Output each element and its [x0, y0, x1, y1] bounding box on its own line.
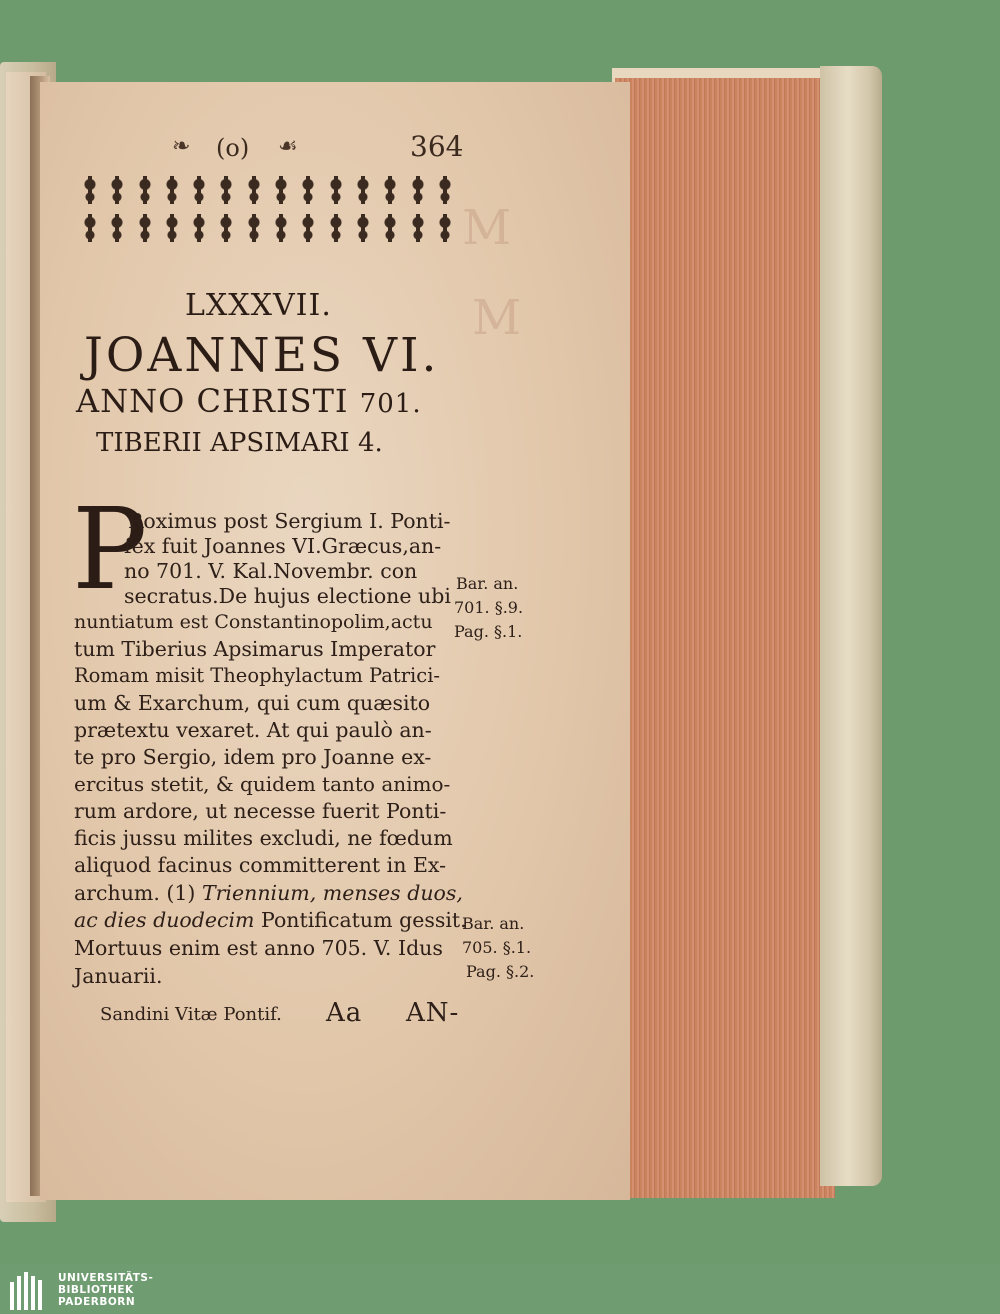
text-line: Mortuus enim est anno 705. V. Idus	[74, 936, 443, 960]
catchword: AN-	[406, 998, 460, 1028]
text-line: te pro Sergio, idem pro Joanne ex-	[74, 745, 432, 769]
text-line: prætextu vexaret. At qui paulò an-	[74, 718, 432, 742]
text-segment: Pontificatum gessit.	[261, 908, 467, 932]
show-through-text: M	[462, 200, 516, 256]
text-line: tum Tiberius Apsimarus Imperator	[74, 637, 436, 661]
text-line: Romam misit Theophylactum Patrici-	[74, 664, 441, 687]
margin-note: Bar. an.	[456, 574, 519, 593]
signature: Aa	[326, 998, 363, 1028]
right-cover	[820, 66, 882, 1186]
text-line: um & Exarchum, qui cum quæsito	[74, 691, 431, 715]
anno-year: 701.	[359, 389, 422, 419]
anno-label: ANNO CHRISTI	[76, 382, 349, 420]
emperor-line: TIBERII APSIMARI 4.	[96, 428, 383, 458]
fleuron-right-icon: ☙	[278, 134, 298, 159]
text-line: secratus.De hujus electione ubi	[124, 584, 451, 608]
text-segment: archum. (1)	[74, 881, 196, 905]
text-line: fex fuit Joannes VI.Græcus,an-	[124, 534, 442, 558]
margin-note: Pag. §.2.	[466, 962, 535, 981]
fleuron-left-icon: ❧	[172, 134, 191, 159]
ornament-band-bottom	[80, 214, 455, 244]
running-header	[172, 128, 462, 168]
text-line: ficis jussu milites excludi, ne fœdum	[74, 826, 453, 850]
text-line: aliquod facinus committerent in Ex-	[74, 853, 447, 877]
text-line	[74, 908, 467, 932]
library-logo-icon	[10, 1270, 52, 1310]
text-line: no 701. V. Kal.Novembr. con	[124, 559, 418, 583]
text-line: nuntiatum est Constantinopolim,actu	[74, 611, 433, 633]
chapter-number: LXXXVII.	[185, 288, 332, 323]
text-line: rum ardore, ut necesse fuerit Ponti-	[74, 799, 447, 823]
text-segment-italic: ac dies duodecim	[74, 908, 255, 932]
library-line: BIBLIOTHEK	[58, 1284, 134, 1296]
library-name	[58, 1272, 153, 1308]
text-line: ercitus stetit, & quidem tanto animo-	[74, 772, 451, 796]
library-line: UNIVERSITÄTS-	[58, 1272, 154, 1284]
page-block-edges	[615, 78, 835, 1198]
text-line: Januarii.	[74, 964, 163, 988]
page-number: 364	[410, 130, 464, 163]
chapter-title: JOANNES VI.	[84, 328, 440, 383]
citation: Sandini Vitæ Pontif.	[100, 1004, 282, 1025]
margin-note: 701. §.9.	[454, 598, 524, 617]
anno-line	[76, 382, 422, 420]
ornament-band-top	[80, 176, 455, 206]
margin-note: 705. §.1.	[462, 938, 532, 957]
text-line	[74, 881, 463, 905]
signature-mark: (o)	[216, 134, 250, 162]
text-segment-italic: Triennium, menses duos,	[201, 881, 463, 905]
margin-note: Pag. §.1.	[454, 622, 523, 641]
margin-note: Bar. an.	[462, 914, 525, 933]
drop-cap: P	[72, 485, 148, 615]
library-line: PADERBORN	[58, 1296, 136, 1308]
show-through-text: M	[472, 290, 526, 346]
text-line: Roximus post Sergium I. Ponti-	[128, 509, 451, 533]
